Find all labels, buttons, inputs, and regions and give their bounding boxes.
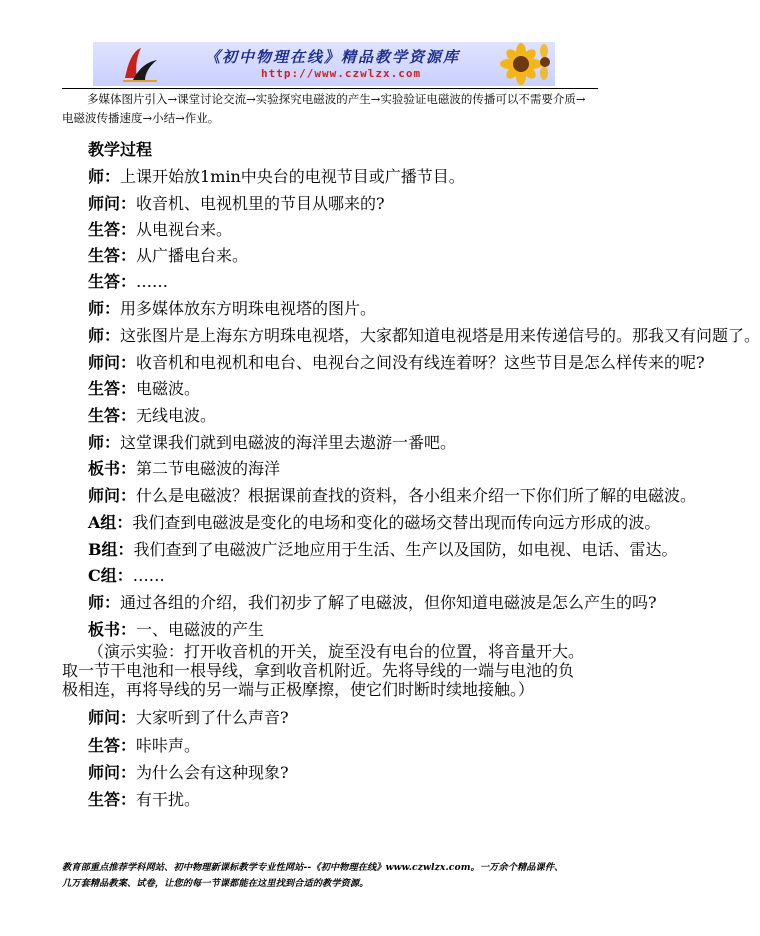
site-logo-icon bbox=[119, 44, 159, 84]
dialogue-line: 生答：无线电波。 bbox=[88, 406, 217, 425]
banner-url: http://www.czwlzx.com bbox=[261, 67, 422, 80]
header-rule bbox=[62, 88, 598, 89]
dialogue-line: 师：通过各组的介绍，我们初步了解了电磁波，但你知道电磁波是怎么产生的吗? bbox=[88, 593, 657, 612]
dialogue-line: 师：用多媒体放东方明珠电视塔的图片。 bbox=[88, 299, 377, 318]
dialogue-line: B组：我们查到了电磁波广泛地应用于生活、生产以及国防，如电视、电话、雷达。 bbox=[88, 540, 678, 559]
dialogue-line: 师问：什么是电磁波？根据课前查找的资料，各小组来介绍一下你们所了解的电磁波。 bbox=[88, 486, 697, 505]
dialogue-line: 生答：从电视台来。 bbox=[88, 220, 233, 239]
header-banner bbox=[93, 42, 555, 86]
dialogue-line: 生答：电磁波。 bbox=[88, 379, 201, 398]
footer-line: 教育部重点推荐学科网站、初中物理新课标教学专业性网站--《初中物理在线》www.czwlzx.com。一万余个精品课件、 bbox=[62, 862, 564, 873]
footer-line: 几万套精品教案、试卷，让您的每一节课都能在这里找到合适的教学资源。 bbox=[62, 878, 369, 889]
dialogue-line: 生答：…… bbox=[88, 272, 169, 291]
dialogue-line: 生答：有干扰。 bbox=[88, 790, 201, 809]
dialogue-line: 生答：从广播电台来。 bbox=[88, 246, 249, 265]
blackboard-line: 板书：第二节电磁波的海洋 bbox=[88, 459, 281, 478]
document-body bbox=[62, 90, 592, 128]
banner-title: 《初中物理在线》精品教学资源库 bbox=[205, 48, 461, 66]
section-title: 教学过程 bbox=[88, 140, 153, 159]
blackboard-line: 板书：一、电磁波的产生 bbox=[88, 620, 265, 639]
dialogue-line: 师：这张图片是上海东方明珠电视塔，大家都知道电视塔是用来传递信号的。那我又有问题了。 bbox=[88, 326, 760, 345]
dialogue-line: 师问：收音机和电视机和电台、电视台之间没有线连着呀？这些节目是怎么样传来的呢? bbox=[88, 353, 705, 372]
dialogue-line: 师问：收音机、电视机里的节目从哪来的? bbox=[88, 194, 385, 213]
dialogue-line: 师问：为什么会有这种现象? bbox=[88, 763, 289, 782]
page-footer bbox=[62, 860, 598, 892]
dialogue-line: 生答：咔咔声。 bbox=[88, 736, 201, 755]
dialogue-line: 师：上课开始放1min中央台的电视节目或广播节目。 bbox=[88, 167, 465, 186]
sunflower-icon bbox=[491, 43, 551, 85]
dialogue-line: 师：这堂课我们就到电磁波的海洋里去遨游一番吧。 bbox=[88, 433, 457, 452]
dialogue-line: 师问：大家听到了什么声音? bbox=[88, 708, 289, 727]
dialogue-line: A组：我们查到电磁波是变化的电场和变化的磁场交替出现而传向远方形成的波。 bbox=[88, 513, 661, 532]
intro-paragraph: 多媒体图片引入→课堂讨论交流→实验探究电磁波的产生→实验验证电磁波的传播可以不需要介质→电磁波传播速度→小结→作业。 bbox=[62, 92, 586, 125]
demo-paragraph: （演示实验：打开收音机的开关，旋至没有电台的位置，将音量开大。取一节干电池和一根导线，拿到收音机附近。先将导线的一端与电池的负极相连，再将导线的另一端与正极摩擦，使它们时断时续地接触。） bbox=[62, 642, 585, 699]
dialogue-line: C组：…… bbox=[88, 566, 165, 585]
